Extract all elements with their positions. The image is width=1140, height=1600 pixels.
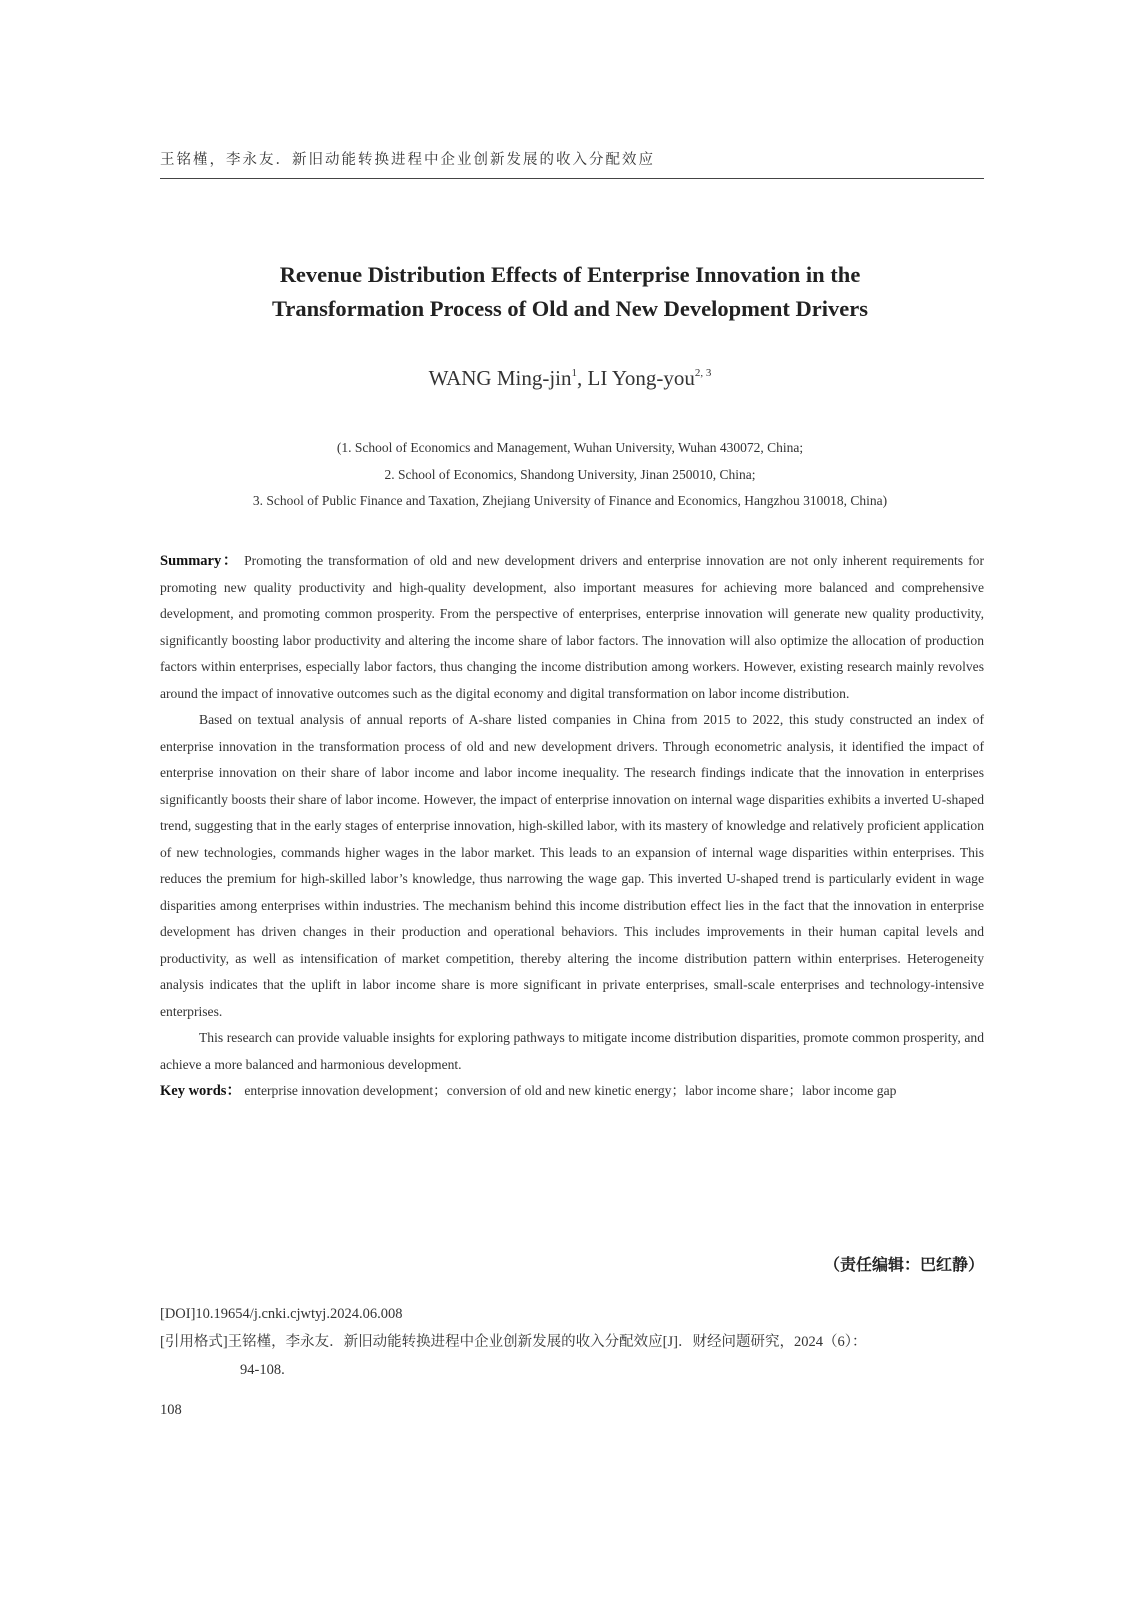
keywords [160,1078,984,1105]
title-line-1: Revenue Distribution Effects of Enterprise Innovation in the [279,262,861,287]
citation-format: [引用格式]王铭槿，李永友．新旧动能转换进程中企业创新发展的收入分配效应[J]．财经问题研究，2024（6）： [160,1334,867,1350]
article-title [150,258,990,326]
author-separator: , [577,366,588,390]
author-2: LI Yong-you [587,366,695,390]
author-1-affiliation-mark: 1 [571,367,578,379]
abstract [160,548,984,1105]
author-list [150,366,990,391]
author-1: WANG Ming-jin [428,366,572,390]
affiliation-3: 3. School of Public Finance and Taxation, Zhejiang University of Finance and Economics, Hangzhou 310018, China) [252,493,888,508]
summary-paragraph-3: This research can provide valuable insights for exploring pathways to mitigate income distribution disparities, promote common prosperity, and achieve a more balanced and harmonious development. [160,1030,984,1072]
editor-note: （责任编辑：巴红静） [823,1255,984,1274]
affiliations [150,435,990,515]
page-number: 108 [160,1402,182,1418]
author-2-affiliation-mark: 2, 3 [694,367,712,379]
title-line-2: Transformation Process of Old and New Development Drivers [272,296,868,321]
affiliation-1: (1. School of Economics and Management, Wuhan University, Wuhan 430072, China; [336,440,804,455]
keywords-label: Key words： [160,1083,241,1099]
summary-label: Summary： [160,553,240,569]
citation-pages: 94-108. [240,1362,285,1378]
summary-paragraph-1 [160,548,984,707]
doi: [DOI]10.19654/j.cnki.cjwtyj.2024.06.008 [160,1306,403,1322]
keywords-text: enterprise innovation development；conversion of old and new kinetic energy；labor income share；labor income gap [244,1083,897,1098]
reference-block [160,1300,984,1384]
summary-text-1: Promoting the transformation of old and new development drivers and enterprise innovation are not only inherent requirements for promoting new quality productivity and high-quality development, also important measures for achieving more balanced and comprehensive development, and promoting common prosperity. From the perspective of enterprises, enterprise innovation will generate new quality productivity, significantly boosting labor productivity and altering the income share of labor factors. The innovation will also optimize the allocation of production factors within enterprises, especially labor factors, thus changing the income distribution among workers. However, existing research mainly revolves around the impact of innovative outcomes such as the digital economy and digital transformation on labor income distribution. [160,553,984,701]
summary-paragraph-2: Based on textual analysis of annual reports of A-share listed companies in China from 2015 to 2022, this study constructed an index of enterprise innovation in the transformation process of old and new development drivers. Through econometric analysis, it identified the impact of enterprise innovation on their share of labor income and labor income inequality. The research findings indicate that the innovation in enterprises significantly boosts their share of labor income. However, the impact of enterprise innovation on internal wage disparities exhibits a inverted U-shaped trend, suggesting that in the early stages of enterprise innovation, high-skilled labor, with its mastery of knowledge and relatively proficient application of new technologies, commands higher wages in the labor market. This leads to an expansion of internal wage disparities within enterprises. This reduces the premium for high-skilled labor’s knowledge, thus narrowing the wage gap. This inverted U-shaped trend is particularly evident in wage disparities among enterprises within industries. The mechanism behind this income distribution effect lies in the fact that the innovation in enterprise development has driven changes in their production and operational behaviors. This includes improvements in their human capital levels and productivity, as well as intensification of market competition, thereby altering the income distribution pattern within enterprises. Heterogeneity analysis indicates that the uplift in labor income share is more significant in private enterprises, small-scale enterprises and technology-intensive enterprises. [160,712,984,1019]
affiliation-2: 2. School of Economics, Shandong University, Jinan 250010, China; [384,466,756,482]
running-header: 王铭槿，李永友．新旧动能转换进程中企业创新发展的收入分配效应 [160,148,984,179]
